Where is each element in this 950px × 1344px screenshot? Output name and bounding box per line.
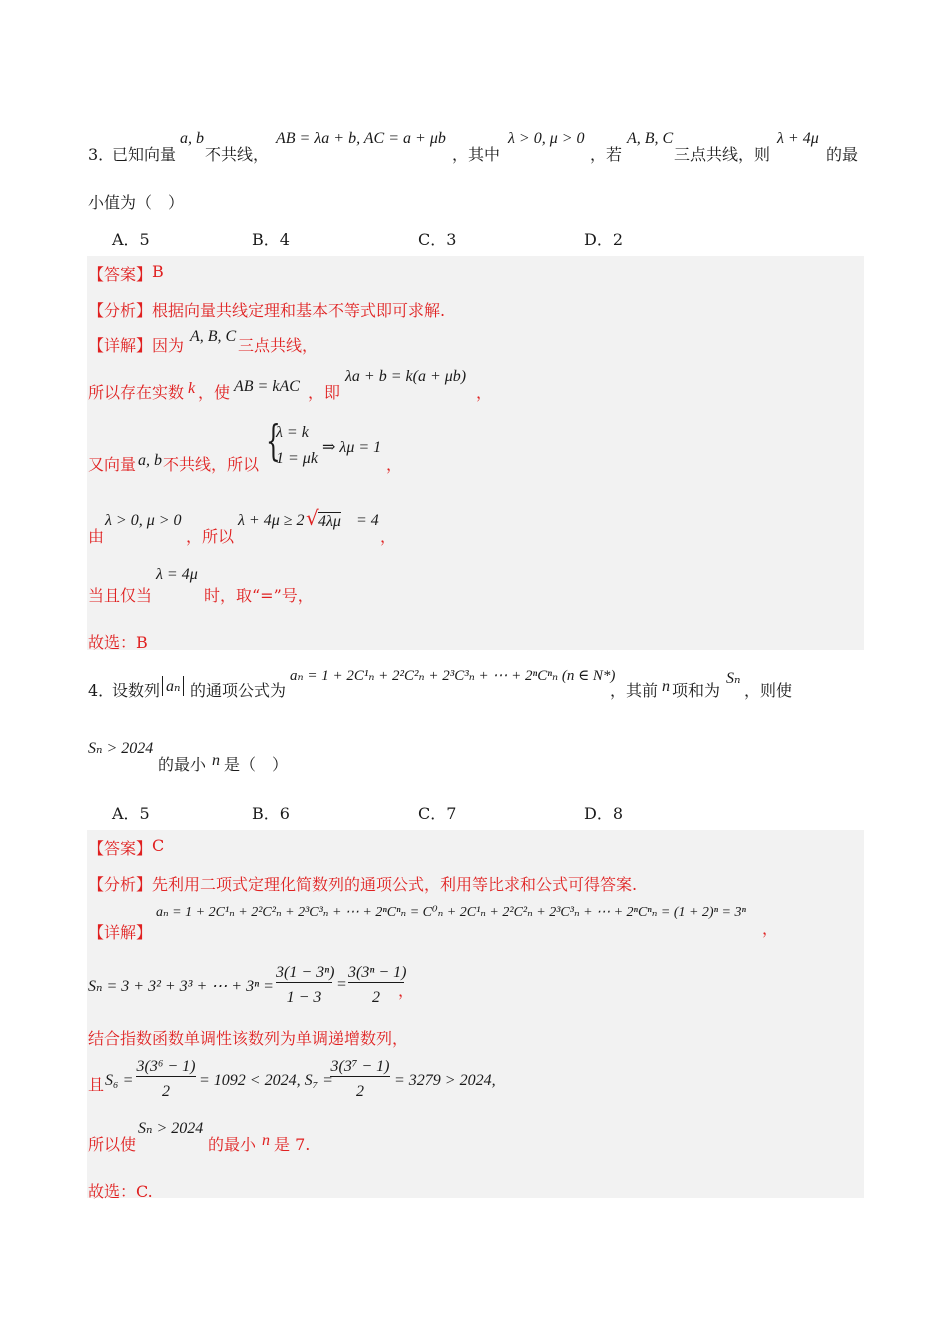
q3-d5-text-2: 时，取“=”号， [204,586,314,605]
q4-d6: 故选：C. [88,1182,153,1201]
q4-d1-text: ， [762,919,779,938]
q3-d1-text-2: 三点共线， [238,336,319,355]
q4-choice-c[interactable]: C．7 [418,804,457,823]
q3-answer: B [152,262,164,281]
q3-d3-text-2: 不共线，所以 [163,455,260,474]
q4-analysis: 先利用二项式定理化简数列的通项公式，利用等比求和公式可得答案. [152,875,638,894]
system-brace: { [266,416,281,465]
q3-d3-system-1: λ = k [276,424,309,441]
q3-choice-d[interactable]: D．2 [584,230,624,249]
q3-math-vectors: AB = λa + b, AC = a + μb [276,130,446,147]
q3-text-6: 的最 [826,145,859,164]
q3-d2-math-1: AB = kAC [234,378,300,395]
q3-d4-math-2b: 4λμ [318,513,341,530]
q4-d2-frac1-den: 1 − 3 [286,989,322,1006]
q3-d3-math-ab: a, b [138,452,162,469]
q4-text-5: ，则使 [744,681,793,700]
q3-detail-label: 【详解】 [88,336,153,355]
q3-d4-text-1: 由 [88,527,105,546]
q3-d3-text-3: ， [386,455,403,474]
q3-choice-a[interactable]: A．5 [112,230,150,249]
q3-choice-c[interactable]: C．3 [418,230,457,249]
q4-d4-frac1-num: 3(3⁶ − 1) [136,1058,196,1075]
q3-text-1: 已知向量 [112,145,177,164]
q4-d4-math-2: = 1092 < 2024, S₇ = [199,1072,333,1089]
q4-answer-label: 【答案】 [88,839,153,858]
q3-d4-math-1: λ > 0, μ > 0 [105,512,182,529]
q3-d2-text-4: ， [476,383,493,402]
q4-analysis-label: 【分析】 [88,875,153,894]
q4-math-formula: aₙ = 1 + 2C¹ₙ + 2²C²ₙ + 2³C³ₙ + ⋯ + 2ⁿCⁿₙ (n ∈ N*) [290,668,616,684]
q4-n-2: n [212,752,220,769]
q4-d5-n: n [262,1132,270,1149]
q4-text-1: 设数列 [112,681,161,700]
q3-d4-math-2c: = 4 [356,512,379,529]
q3-d6: 故选：B [88,633,148,652]
q3-math-expr: λ + 4μ [777,130,819,147]
q4-math-ineq: Sₙ > 2024 [88,740,154,757]
q4-d2-frac1-num: 3(1 − 3ⁿ) [276,964,335,981]
q3-d1-text-1: 因为 [152,336,185,355]
q4-math-S: Sₙ [726,670,741,687]
q3-analysis-label: 【分析】 [88,301,153,320]
q4-choice-b[interactable]: B．6 [252,804,290,823]
q4-choice-a[interactable]: A．5 [112,804,150,823]
q4-d4-frac1-den: 2 [162,1083,170,1100]
q3-d2-k: k [188,380,196,397]
q3-answer-label: 【答案】 [88,265,153,284]
q4-d4-frac2-den: 2 [356,1083,364,1100]
q4-answer: C [152,836,165,855]
q4-detail-label: 【详解】 [88,923,153,942]
q4-d2-math-1: Sₙ = 3 + 3² + 3³ + ⋯ + 3ⁿ = [88,978,274,995]
q3-math-cond: λ > 0, μ > 0 [508,130,585,147]
q4-d2-frac2-num: 3(3ⁿ − 1) [348,964,407,981]
q4-text-6: 的最小 [158,755,207,774]
q3-d2-text-1: 所以存在实数 [88,383,185,402]
q3-choice-b[interactable]: B．4 [252,230,290,249]
q3-math-points: A, B, C [627,130,674,147]
q3-d5-text-1: 当且仅当 [88,586,153,605]
q4-math-seq: aₙ [162,676,184,696]
q4-number: 4． [88,681,115,700]
q3-text-4: ，若 [590,145,623,164]
q4-d5-text-2: 的最小 [208,1135,257,1154]
q4-d3: 结合指数函数单调性该数列为单调递增数列， [88,1029,409,1048]
q4-text-2: 的通项公式为 [190,681,287,700]
q4-d4-math-1: S₆ = [105,1072,134,1089]
q3-text-2: 不共线， [205,145,270,164]
q3-analysis: 根据向量共线定理和基本不等式即可求解. [152,301,446,320]
q4-d4-math-3: = 3279 > 2024, [394,1072,496,1089]
q3-d5-math: λ = 4μ [156,566,198,583]
q3-d2-text-2: ，使 [198,383,231,402]
q4-d4-text-1: 且 [88,1075,105,1094]
q4-d5-text-3: 是 7. [274,1135,311,1154]
q4-d4-frac2-num: 3(3⁷ − 1) [330,1058,390,1075]
q4-n: n [662,678,670,695]
sqrt-icon: √ [306,506,319,530]
q3-text-5: 三点共线，则 [674,145,771,164]
q4-text-7: 是（ ） [224,755,289,774]
q4-d5-text-1: 所以使 [88,1135,137,1154]
q4-d2-text: ， [398,981,415,1000]
q3-text-3: ，其中 [452,145,501,164]
q4-d5-math: Sₙ > 2024 [138,1120,204,1137]
q4-choice-d[interactable]: D．8 [584,804,624,823]
q4-d2-eq: = [336,976,347,993]
q4-d2-frac2-den: 2 [372,989,380,1006]
q3-d3-system-2: 1 = μk [276,450,318,467]
q3-d3-text-1: 又向量 [88,455,137,474]
q4-d1-math: aₙ = 1 + 2C¹ₙ + 2²C²ₙ + 2³C³ₙ + ⋯ + 2ⁿCⁿₙ = C⁰ₙ + 2C¹ₙ + 2²C²ₙ + 2³C³ₙ + ⋯ + 2ⁿCⁿₙ = (1 + 2)ⁿ = 3ⁿ [156,905,746,920]
q4-text-4: 项和为 [672,681,721,700]
q3-d4-math-2a: λ + 4μ ≥ 2 [238,512,305,529]
q4-text-3: ，其前 [610,681,659,700]
q3-d4-text-3: ， [380,527,397,546]
q3-math-ab: a, b [180,130,204,147]
q3-text-7: 小值为（ ） [88,193,185,212]
q3-number: 3． [88,145,115,164]
q3-d3-result: ⇒ λμ = 1 [322,439,382,456]
q3-d2-text-3: ，即 [308,383,341,402]
q3-d2-math-2: λa + b = k(a + μb) [345,368,467,385]
q3-d4-text-2: ，所以 [186,527,235,546]
q3-d1-math: A, B, C [190,328,237,345]
